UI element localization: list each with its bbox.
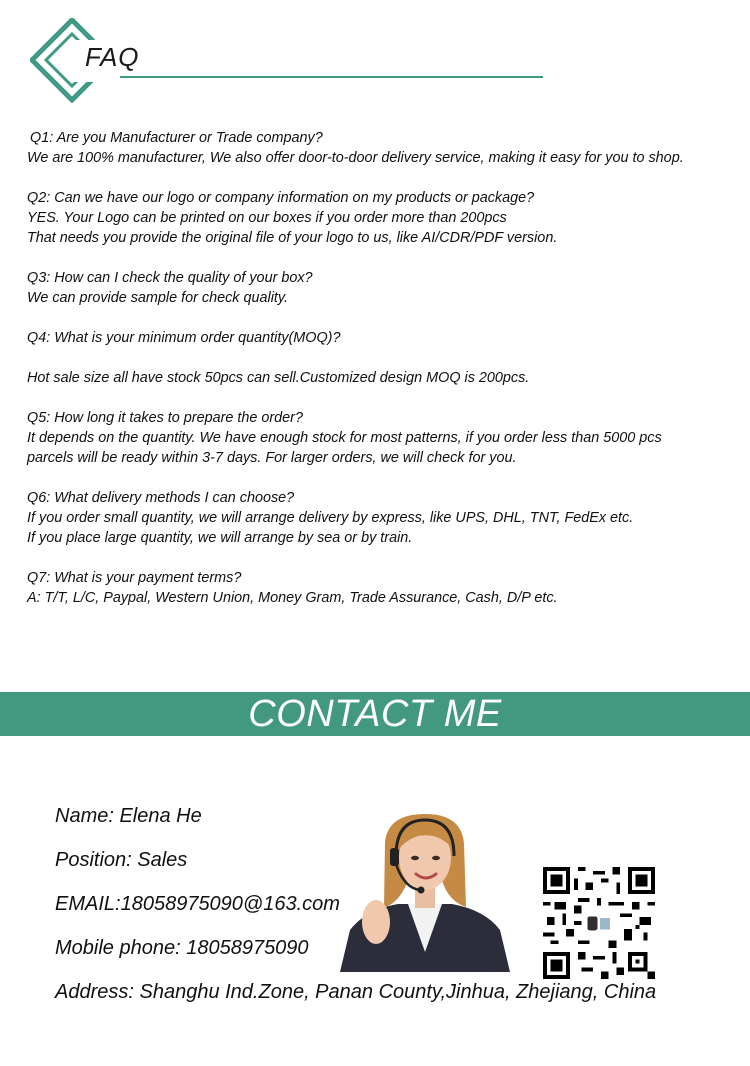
faq-answer: That needs you provide the original file of your logo to us, like AI/CDR/PDF version. (27, 230, 558, 246)
faq-question: Q7: What is your payment terms? (27, 570, 242, 586)
spacer (27, 348, 727, 368)
faq-header (30, 18, 550, 103)
faq-divider (120, 76, 543, 78)
faq-answer: It depends on the quantity. We have enough stock for most patterns, if you order less than 5000 pcs (27, 430, 662, 446)
contact-position: Position: Sales (55, 849, 188, 871)
sales-agent-photo (340, 812, 510, 972)
faq-answer: We are 100% manufacturer, We also offer door-to-door delivery service, making it easy for you to shop. (27, 150, 684, 166)
contact-name: Name: Elena He (55, 805, 202, 827)
qr-code-image (543, 867, 655, 979)
faq-list (27, 128, 727, 628)
faq-answer: parcels will be ready within 3-7 days. For larger orders, we will check for you. (27, 450, 517, 466)
faq-item-q4 (27, 328, 727, 388)
faq-answer: If you order small quantity, we will arrange delivery by express, like UPS, DHL, TNT, FedEx etc. (27, 510, 634, 526)
faq-answer: Hot sale size all have stock 50pcs can sell.Customized design MOQ is 200pcs. (27, 370, 530, 386)
faq-item-q1 (27, 128, 727, 168)
contact-mobile: Mobile phone: 18058975090 (55, 937, 309, 959)
faq-answer: A: T/T, L/C, Paypal, Western Union, Money Gram, Trade Assurance, Cash, D/P etc. (27, 590, 558, 606)
faq-item-q3 (27, 268, 727, 308)
faq-answer: We can provide sample for check quality. (27, 290, 289, 306)
contact-banner (0, 692, 750, 736)
faq-question: Q2: Can we have our logo or company information on my products or package? (27, 190, 535, 206)
contact-address: Address: Shanghu Ind.Zone, Panan County,Jinhua, Zhejiang, China (55, 981, 657, 1003)
faq-item-q6 (27, 488, 727, 548)
faq-question: Q3: How can I check the quality of your box? (27, 270, 313, 286)
contact-email: EMAIL:18058975090@163.com (55, 893, 340, 915)
faq-item-q2 (27, 188, 727, 248)
faq-item-q7 (27, 568, 727, 608)
faq-title: FAQ (85, 42, 140, 72)
contact-banner-title: CONTACT ME (248, 692, 502, 735)
faq-question: Q1: Are you Manufacturer or Trade company? (30, 130, 323, 146)
faq-question: Q6: What delivery methods I can choose? (27, 490, 295, 506)
faq-answer: YES. Your Logo can be printed on our boxes if you order more than 200pcs (27, 210, 507, 226)
faq-item-q5 (27, 408, 727, 468)
faq-question: Q5: How long it takes to prepare the order? (27, 410, 303, 426)
faq-answer: If you place large quantity, we will arrange by sea or by train. (27, 530, 413, 546)
faq-question: Q4: What is your minimum order quantity(MOQ)? (27, 330, 341, 346)
